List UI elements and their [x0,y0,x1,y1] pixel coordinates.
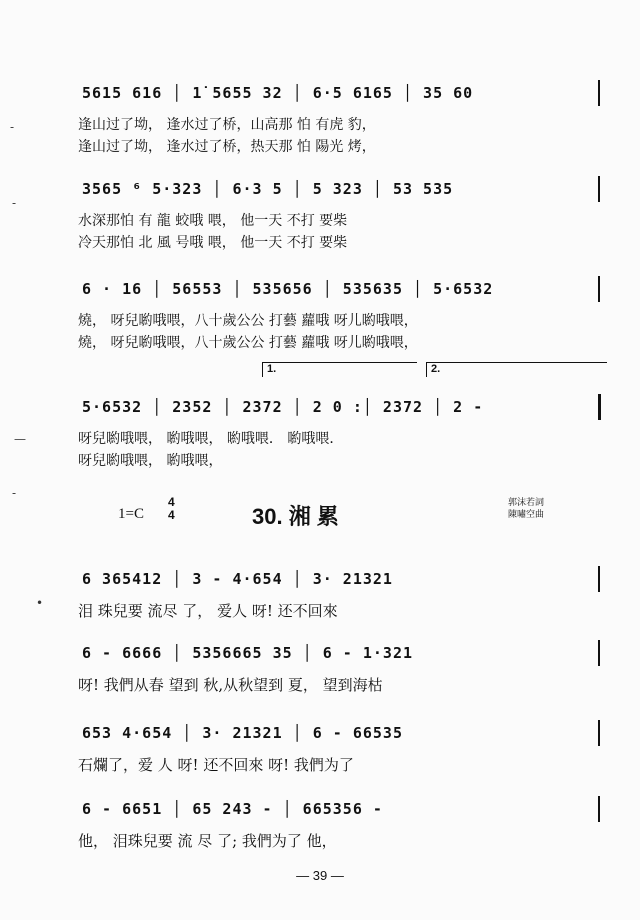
final-barline [598,394,601,420]
margin-speck: • [36,596,44,610]
margin-speck: - [12,196,17,210]
lyrics-3b: 燒， 呀兒喲哦喂，八十歲公公 打藝 蘿哦 呀儿喲哦喂， [78,335,418,351]
volta-bracket-1: 1. [262,362,417,377]
song2-notation-1: 6 365412 │ 3 - 4·654 │ 3· 21321 [82,570,393,588]
song2-notation-3: 653 4·654 │ 3· 21321 │ 6 - 66535 [82,724,403,742]
time-signature [168,496,175,522]
song2-notation-2: 6 - 6666 │ 5356665 35 │ 6 - 1·321 [82,644,414,662]
barline [598,80,600,106]
barline [598,796,600,822]
volta-bracket-2: 2. [426,362,607,377]
margin-speck: - [10,120,15,134]
song2-lyrics-2: 呀! 我們从春 望到 秋,从秋望到 夏， 望到海枯 [78,676,383,694]
page-number: — 39 — [296,868,344,883]
barline [598,176,600,202]
barline [598,566,600,592]
lyricist: 郭沫若詞 [508,497,545,507]
key-signature: 1=C [118,506,144,522]
lyrics-1b: 逢山过了坳， 逢水过了桥，热天那 怕 陽光 烤， [78,139,376,155]
meter-bottom: 4 [168,508,175,522]
song2-lyrics-1: 泪 珠兒要 流尽 了， 爱人 呀! 还不回來 [78,602,338,620]
lyrics-2a: 水深那怕 有 龍 蛟哦 喂， 他一天 不打 要柴 [78,213,348,229]
barline [598,276,600,302]
lyrics-2b: 冷天那怕 北 風 号哦 喂， 他一天 不打 要柴 [78,235,348,251]
lyrics-4a: 呀兒喲哦喂， 喲哦喂， 喲哦喂． 喲哦喂． [78,431,344,447]
margin-speck: - [12,486,17,500]
credits [508,496,544,520]
notation-3: 6 · 16 │ 56553 │ 535656 │ 535635 │ 5·6532 [82,280,494,298]
lyrics-1a: 逢山过了坳， 逢水过了桥，山高那 怕 有虎 豹， [78,117,376,133]
lyrics-4b: 呀兒喲哦喂， 喲哦喂， [78,453,223,469]
notation-4: 5·6532 │ 2352 │ 2372 │ 2 0 :│ 2372 │ 2 - [82,398,484,416]
barline [598,640,600,666]
song-heading [0,496,640,536]
notation-1: 5615 616 │ 1̇ 5655 32 │ 6·5 6165 │ 35 60 [82,84,474,102]
song2-notation-4: 6 - 6651 │ 65 243 - │ 665356 - [82,800,383,818]
margin-speck: — [14,432,26,446]
notation-2: 3565 ⁶ 5·323 │ 6·3 5 │ 5 323 │ 53 535 [82,180,454,198]
song2-lyrics-3: 石爛了，爱 人 呀! 还不回來 呀! 我們为了 [78,756,354,774]
meter-top: 4 [168,495,175,509]
song-title: 30. 湘 累 [252,504,339,529]
song2-lyrics-4: 他， 泪珠兒要 流 尽 了; 我們为了 他， [78,832,337,850]
lyrics-3a: 燒， 呀兒喲哦喂，八十歲公公 打藝 蘿哦 呀儿喲哦喂， [78,313,418,329]
composer: 陳嘯空曲 [508,509,545,519]
barline [598,720,600,746]
